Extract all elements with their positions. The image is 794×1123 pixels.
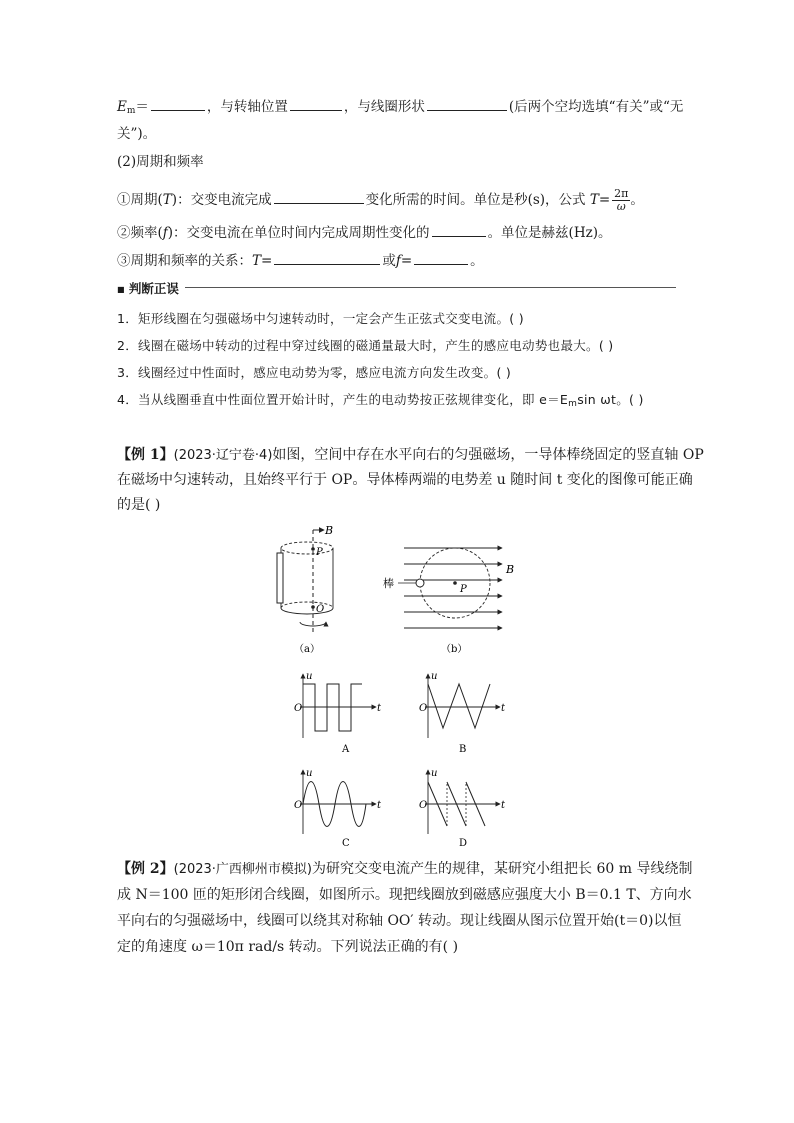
example2-line2: 成 N＝100 匝的矩形闭合线圈，如图所示。现把线圈放到磁感应强度大小 B＝0.1 T、方向水 <box>117 887 692 903</box>
option-c-graph <box>300 770 376 834</box>
example2-text1: 为研究交变电流产生的规律，某研究小组把长 60 m 导线绕制 <box>312 861 693 877</box>
axis-origin: O <box>419 800 428 811</box>
label-p-b: P <box>460 584 467 595</box>
rod-b <box>416 579 424 587</box>
figure-b-field <box>398 548 502 628</box>
example2-line4: 定的角速度 ω＝10π rad/s 转动。下列说法正确的有( ) <box>117 939 459 955</box>
point-o <box>311 605 315 609</box>
section-title-text: 判断正误 <box>128 281 179 296</box>
cyl-bottom-back <box>281 602 333 608</box>
example1-line2: 在磁场中匀速转动，且始终平行于 OP。导体棒两端的电势差 u 随时间 t 变化的图像可能正确 <box>117 472 693 488</box>
option-b-label: B <box>459 744 467 755</box>
square-wave <box>303 684 362 731</box>
option-a-label: A <box>342 744 350 755</box>
symbol-t2: T <box>589 192 599 208</box>
option-b-graph <box>425 674 500 738</box>
axis-origin: O <box>294 800 303 811</box>
example1-tag: 【例 1】 <box>117 447 174 463</box>
axis-label-t: t <box>377 703 382 714</box>
axis-origin: O <box>294 703 303 714</box>
judge-item-2: 2．线圈在磁场中转动的过程中穿过线圈的磁通量最大时，产生的感应电动势也最大。( ) <box>117 338 614 353</box>
option-c-label: C <box>342 838 350 849</box>
judge-item-4-b: sin ωt。( ) <box>577 392 644 407</box>
label-o-a: O <box>316 604 325 615</box>
text-freq-a: ②频率( <box>117 225 163 241</box>
label-b-b: B <box>506 563 515 576</box>
cyl-top <box>281 542 333 554</box>
example2-line1 <box>117 857 692 882</box>
text-period-end: 。 <box>630 192 644 208</box>
text-rel-end: 。 <box>470 253 484 269</box>
example2-line3: 平向右的匀强磁场中，线圈可以绕其对称轴 OO′ 转动。现让线圈从图示位置开始(t＝0)以恒 <box>117 913 682 929</box>
rod-a <box>277 553 283 603</box>
example2-source: (2023·广西柳州市模拟) <box>173 862 312 877</box>
axis-label-t: t <box>501 703 506 714</box>
judge-item-4-sub: m <box>568 399 578 409</box>
example1-text1: 如图，空间中存在水平向右的匀强磁场，一导体棒绕固定的竖直轴 OP <box>272 447 704 463</box>
option-d-graph <box>425 770 500 834</box>
text-axis-position: ，与转轴位置 <box>206 99 288 115</box>
frac-denominator: ω <box>616 200 626 213</box>
example1-line3: 的是( ) <box>117 497 161 513</box>
label-rod: 棒 <box>383 577 394 590</box>
caption-b: （b） <box>441 644 468 655</box>
axis-origin: O <box>419 703 428 714</box>
text-freq-b: )：交变电流在单位时间内完成周期性变化的 <box>167 225 430 241</box>
cyl-bottom-front <box>281 608 333 614</box>
equals-sign: ＝ <box>135 99 149 115</box>
text-hint: (后两个空均选填“有关”或“无 <box>508 99 684 115</box>
judge-item-3: 3．线圈经过中性面时，感应电动势为零，感应电流方向发生改变。( ) <box>117 365 512 380</box>
symbol-t3: T <box>252 253 262 269</box>
label-p-a: P <box>316 547 323 558</box>
section-bullet-icon: ■ <box>117 285 125 294</box>
judge-item-1: 1．矩形线圈在匀强磁场中匀速转动时，一定会产生正弦式交变电流。( ) <box>117 311 524 326</box>
symbol-t: T <box>162 192 172 208</box>
axis-label-u: u <box>431 768 438 779</box>
axis-label-t: t <box>501 800 506 811</box>
example1-source: (2023·辽宁卷·4) <box>173 448 273 463</box>
option-d-label: D <box>459 838 468 849</box>
point-p-b <box>453 581 457 585</box>
text-rel-or: 或 <box>382 253 396 269</box>
text-period-c: 变化所需的时间。单位是秒(s)，公式 <box>365 192 590 208</box>
line-hint-end: 关”)。 <box>117 126 157 142</box>
axis-label-u: u <box>431 671 438 682</box>
judge-item-4-a: 4．当从线圈垂直中性面位置开始计时，产生的电动势按正弦规律变化，即 e＝E <box>117 392 569 407</box>
symbol-f: f <box>162 225 168 241</box>
triangle-wave <box>428 684 490 728</box>
text-coil-shape: ，与线圈形状 <box>343 99 425 115</box>
symbol-f2: f <box>395 253 401 269</box>
figure-a-cylinder <box>277 530 333 632</box>
text-rel-a: ③周期和频率的关系： <box>117 253 252 269</box>
axis-label-u: u <box>306 768 313 779</box>
caption-a: （a） <box>294 644 320 655</box>
subsection-title: (2)周期和频率 <box>117 154 204 170</box>
text-period-b: )：交变电流完成 <box>171 192 272 208</box>
option-a-graph <box>300 674 376 738</box>
axis-label-u: u <box>306 671 313 682</box>
label-b-a: B <box>325 524 334 537</box>
frac-numerator: 2π <box>614 187 629 200</box>
equals-period: = <box>598 192 611 208</box>
text-period-a: ①周期( <box>117 192 163 208</box>
text-freq-c: 。单位是赫兹(Hz)。 <box>487 225 612 241</box>
em-symbol: E <box>117 99 127 115</box>
equals-rel-t: = <box>261 253 273 269</box>
example2-tag: 【例 2】 <box>117 861 174 877</box>
em-subscript: m <box>126 106 136 116</box>
axis-label-t: t <box>377 800 382 811</box>
equals-rel-f: = <box>400 253 413 269</box>
point-p <box>311 547 315 551</box>
